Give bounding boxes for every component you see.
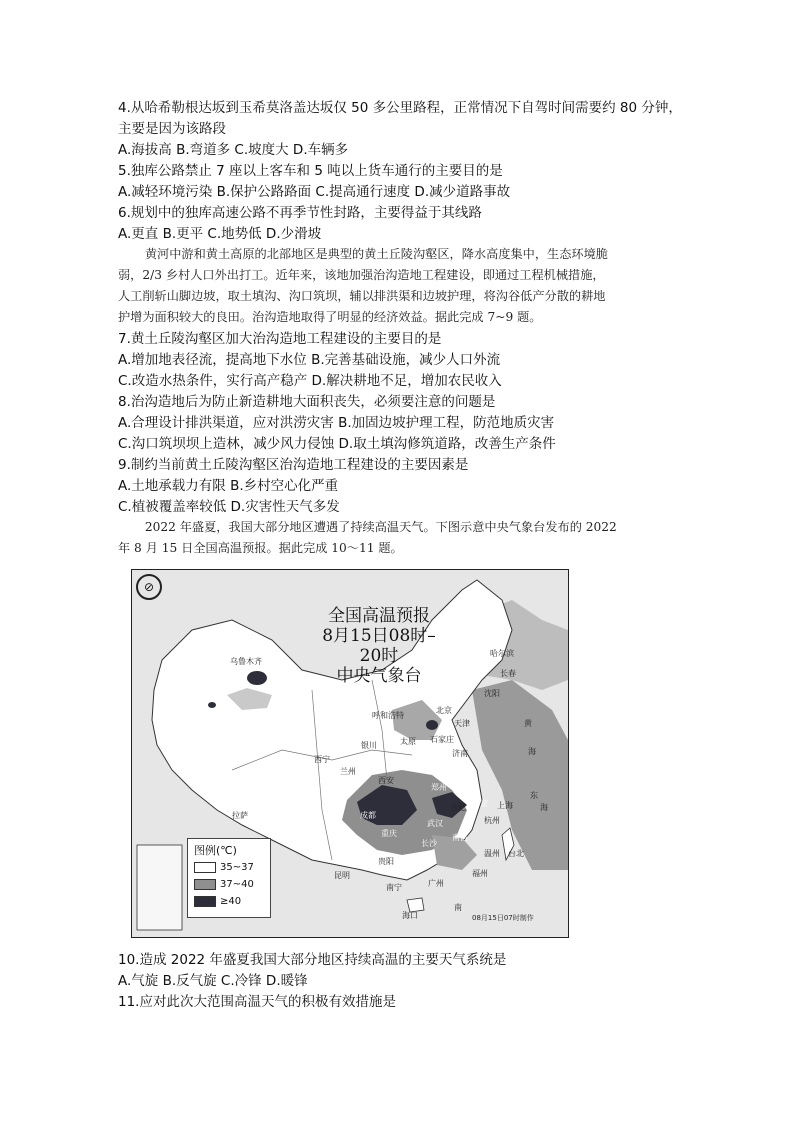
legend-swatch bbox=[194, 862, 216, 873]
city-label: 上海 bbox=[497, 801, 513, 810]
city-label: 沈阳 bbox=[484, 689, 500, 698]
question-4-stem: 4.从哈希勒根达坂到玉希莫洛盖达坂仅 50 多公里路程，正常情况下自驾时间需要约 80 分钟， bbox=[118, 100, 682, 116]
passage-loess bbox=[118, 244, 693, 328]
legend-label: 37~40 bbox=[220, 879, 254, 890]
question-5-options: A.减轻环境污染 B.保护公路路面 C.提高通行速度 D.减少道路事故 bbox=[118, 184, 511, 200]
question-8-options-cd: C.沟口筑坝坝上造林，减少风力侵蚀 D.取土填沟修筑道路，改善生产条件 bbox=[118, 436, 556, 452]
city-label: 长沙 bbox=[421, 839, 437, 848]
city-label: 贵阳 bbox=[378, 857, 394, 866]
city-label: 昆明 bbox=[334, 871, 350, 880]
city-label: 石家庄 bbox=[430, 735, 454, 744]
question-7-options-cd: C.改造水热条件，实行高产稳产 D.解决耕地不足，增加农民收入 bbox=[118, 373, 502, 389]
question-11-stem: 11.应对此次大范围高温天气的积极有效措施是 bbox=[118, 994, 396, 1010]
question-8-stem: 8.治沟造地后为防止新造耕地大面积丧失，必须要注意的问题是 bbox=[118, 394, 496, 410]
legend-swatch bbox=[194, 879, 216, 890]
sea-label: 黄 bbox=[524, 719, 532, 728]
question-9-options-ab: A.土地承载力有限 B.乡村空心化严重 bbox=[118, 478, 339, 494]
city-label: 南昌 bbox=[452, 833, 468, 842]
question-6-options: A.更直 B.更平 C.地势低 D.少滑坡 bbox=[118, 226, 322, 242]
passage-loess-line: 护增为面积较大的良田。治沟造地取得了明显的经济效益。据此完成 7~9 题。 bbox=[118, 310, 542, 324]
passage-heatwave-line: 年 8 月 15 日全国高温预报。据此完成 10～11 题。 bbox=[118, 541, 403, 555]
map-title bbox=[312, 606, 446, 686]
city-label: 西宁 bbox=[314, 755, 330, 764]
legend-title: 图例(℃) bbox=[194, 844, 237, 857]
question-4-options: A.海拔高 B.弯道多 C.坡度大 D.车辆多 bbox=[118, 142, 349, 158]
question-9-stem: 9.制约当前黄土丘陵沟壑区治沟造地工程建设的主要因素是 bbox=[118, 457, 469, 473]
map-legend bbox=[187, 838, 271, 918]
city-label: 南京 bbox=[472, 799, 488, 808]
sea-label: 东 bbox=[530, 791, 538, 800]
legend-item bbox=[194, 878, 254, 891]
city-label: 台北 bbox=[508, 849, 524, 858]
logo-icon: ⊘ bbox=[136, 574, 162, 600]
city-label: 西安 bbox=[378, 776, 394, 785]
city-label: 温州 bbox=[484, 849, 500, 858]
city-label: 太原 bbox=[400, 737, 416, 746]
city-label: 福州 bbox=[472, 869, 488, 878]
legend-swatch bbox=[194, 896, 216, 907]
question-9-options-cd: C.植被覆盖率较低 D.灾害性天气多发 bbox=[118, 499, 340, 515]
question-6-stem: 6.规划中的独库高速公路不再季节性封路，主要得益于其线路 bbox=[118, 205, 482, 221]
city-label: 天津 bbox=[454, 719, 470, 728]
city-label: 兰州 bbox=[340, 767, 356, 776]
city-label: 长春 bbox=[500, 669, 516, 678]
city-label: 重庆 bbox=[381, 829, 397, 838]
city-label: 成都 bbox=[360, 811, 376, 820]
map-title-line: 全国高温预报 bbox=[328, 606, 430, 626]
passage-loess-line: 弱，2/3 乡村人口外出打工。近年来，该地加强治沟造地工程建设，即通过工程机械措施， bbox=[118, 268, 605, 282]
passage-loess-line: 人工削斩山脚边坡，取土填沟、沟口筑坝，辅以排洪渠和边坡护理，将沟谷低产分散的耕地 bbox=[118, 289, 606, 303]
city-label: 杭州 bbox=[484, 816, 500, 825]
map-title-line: 8月15日08时–20时 bbox=[322, 626, 436, 666]
question-7-options-ab: A.增加地表径流，提高地下水位 B.完善基础设施，减少人口外流 bbox=[118, 352, 501, 368]
legend-label: ≥40 bbox=[220, 896, 242, 907]
city-label: 海口 bbox=[402, 911, 418, 920]
city-label: 南宁 bbox=[386, 883, 402, 892]
heat-forecast-map bbox=[131, 569, 569, 938]
city-label: 呼和浩特 bbox=[372, 711, 404, 720]
question-10-options: A.气旋 B.反气旋 C.冷锋 D.暖锋 bbox=[118, 973, 308, 989]
city-label: 广州 bbox=[428, 879, 444, 888]
legend-label: 35~37 bbox=[220, 862, 254, 873]
map-credit: 08月15日07时制作 bbox=[472, 914, 534, 922]
city-label: 武汉 bbox=[427, 819, 443, 828]
legend-item bbox=[194, 895, 241, 908]
city-label: 济南 bbox=[452, 749, 468, 758]
city-label: 乌鲁木齐 bbox=[230, 657, 262, 666]
sea-label: 海 bbox=[528, 747, 536, 756]
question-5-stem: 5.独库公路禁止 7 座以上客车和 5 吨以上货车通行的主要目的是 bbox=[118, 163, 503, 179]
question-4-stem-cont: 主要是因为该路段 bbox=[118, 121, 226, 137]
sea-label: 海 bbox=[540, 803, 548, 812]
passage-loess-line: 黄河中游和黄土高原的北部地区是典型的黄土丘陵沟壑区，降水高度集中，生态环境脆 bbox=[144, 247, 608, 261]
city-label: 北京 bbox=[436, 706, 452, 715]
map-title-line: 中央气象台 bbox=[336, 666, 422, 686]
question-8-options-ab: A.合理设计排洪渠道，应对洪涝灾害 B.加固边坡护理工程，防范地质灾害 bbox=[118, 415, 555, 431]
city-label: 拉萨 bbox=[232, 811, 248, 820]
passage-heatwave bbox=[118, 517, 693, 559]
question-10-stem: 10.造成 2022 年盛夏我国大部分地区持续高温的主要天气系统是 bbox=[118, 952, 507, 968]
city-label: 哈尔滨 bbox=[490, 649, 514, 658]
city-label: 银川 bbox=[361, 741, 377, 750]
passage-heatwave-line: 2022 年盛夏，我国大部分地区遭遇了持续高温天气。下图示意中央气象台发布的 2022 bbox=[144, 520, 617, 534]
city-label: 郑州 bbox=[431, 783, 447, 792]
legend-item bbox=[194, 861, 254, 874]
sea-label: 南 bbox=[454, 903, 462, 912]
city-label: 合肥 bbox=[450, 803, 466, 812]
question-7-stem: 7.黄土丘陵沟壑区加大治沟造地工程建设的主要目的是 bbox=[118, 331, 442, 347]
